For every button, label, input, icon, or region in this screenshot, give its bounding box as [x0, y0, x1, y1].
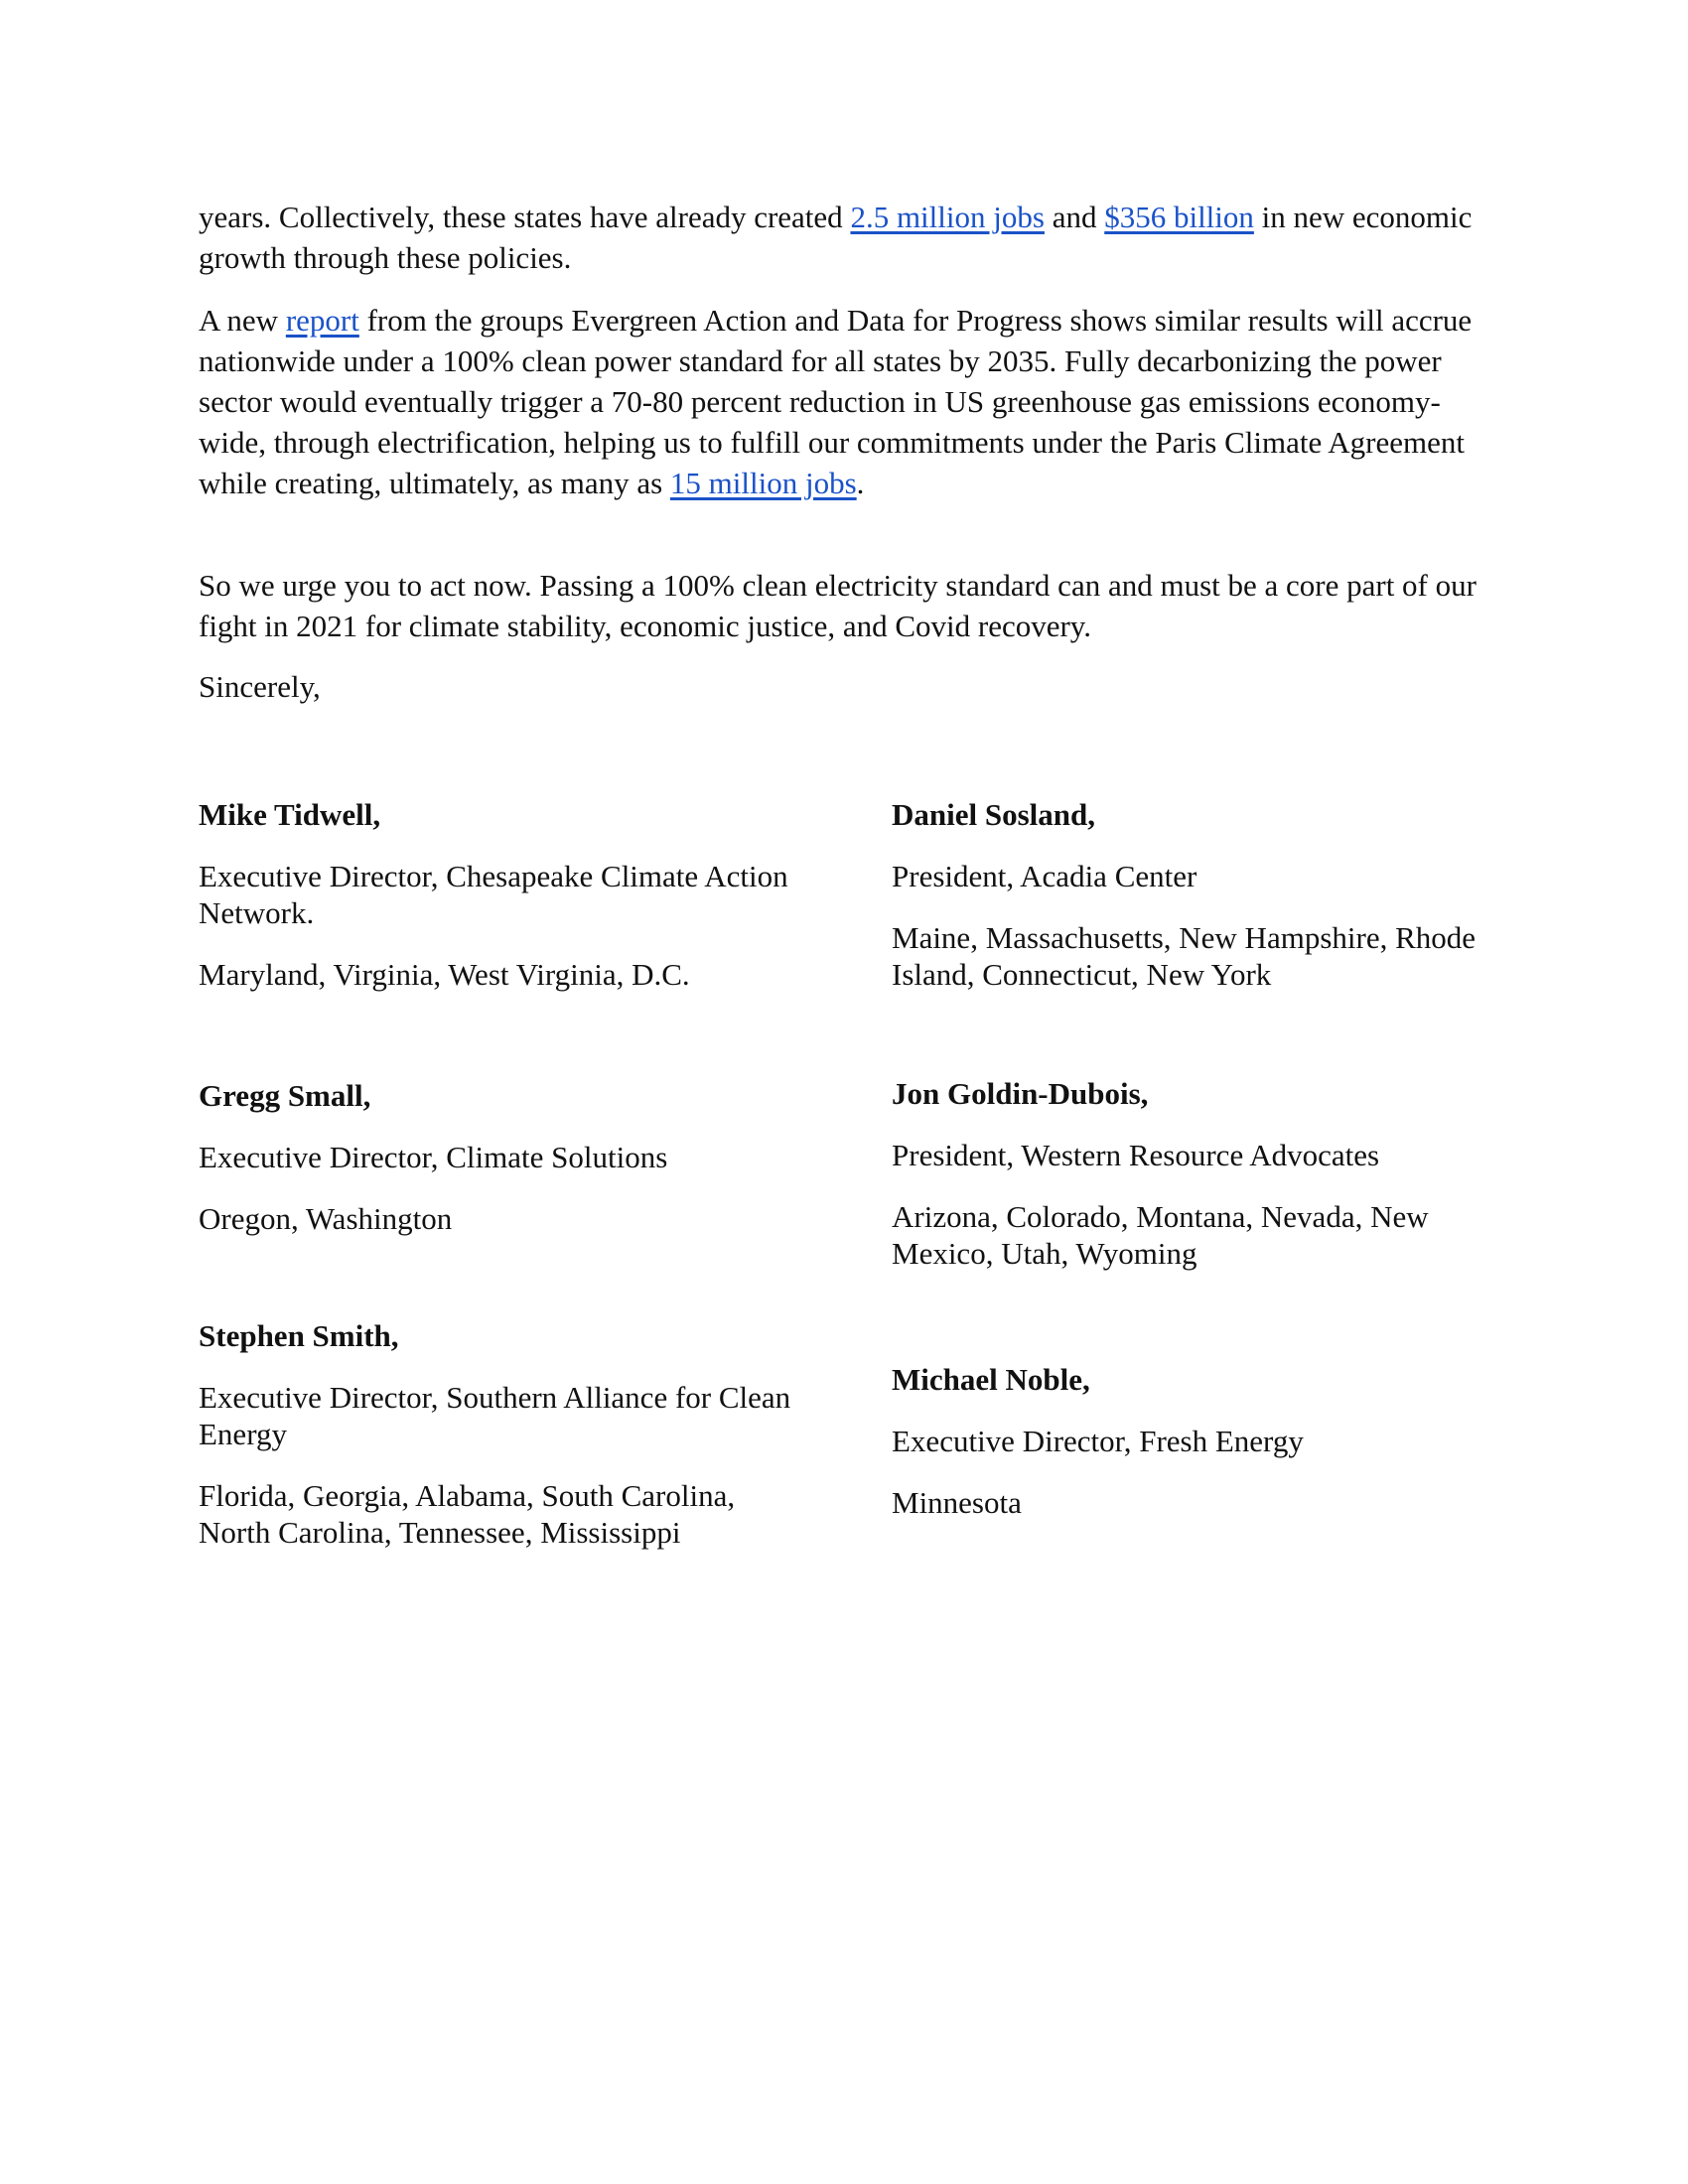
- signatory-region: Minnesota: [892, 1485, 1022, 1520]
- signature-block-jon-goldin-dubois: [892, 1075, 1507, 1272]
- signature-block-mike-tidwell: [199, 796, 814, 993]
- paragraph-text: from the groups Evergreen Action and Data for Progress shows similar results will accrue nationwide under a 100% clean power standard for all states by 2035. Fully decarbonizing the power sector would eventually trigger a 70-80 percent reduction in US greenhouse gas emissions economy-wide, through electrification, helping us to fulfill our commitments under the Paris Climate Agreement while creating, ultimately, as many as: [199, 303, 1473, 500]
- signature-block-michael-noble: [892, 1361, 1507, 1521]
- link-356-billion[interactable]: $356 billion: [1104, 200, 1254, 234]
- signatory-title: Executive Director, Fresh Energy: [892, 1424, 1304, 1458]
- signatory-name: Jon Goldin-Dubois,: [892, 1076, 1149, 1111]
- signature-block-gregg-small: [199, 1077, 814, 1237]
- signatory-title: Executive Director, Southern Alliance for Clean Energy: [199, 1380, 791, 1451]
- signatory-title: Executive Director, Chesapeake Climate Action Network.: [199, 859, 788, 930]
- signatory-region: Maryland, Virginia, West Virginia, D.C.: [199, 957, 690, 992]
- signatory-title: Executive Director, Climate Solutions: [199, 1140, 668, 1174]
- signature-block-daniel-sosland: [892, 796, 1507, 993]
- paragraph-text: in new economic growth through these policies.: [199, 200, 1473, 275]
- signatory-region: Florida, Georgia, Alabama, South Carolina, North Carolina, Tennessee, Mississippi: [199, 1478, 736, 1550]
- signature-block-stephen-smith: [199, 1317, 814, 1551]
- link-15-million-jobs[interactable]: 15 million jobs: [669, 466, 857, 500]
- signatory-name: Stephen Smith,: [199, 1318, 399, 1353]
- signatory-region: Oregon, Washington: [199, 1201, 453, 1236]
- paragraph-text: .: [856, 466, 865, 500]
- paragraph-text: years. Collectively, these states have already created: [199, 200, 851, 234]
- signatory-title: President, Western Resource Advocates: [892, 1138, 1380, 1172]
- paragraph-economic-growth: [199, 197, 1499, 278]
- signatory-name: Daniel Sosland,: [892, 797, 1096, 832]
- paragraph-call-to-action: So we urge you to act now. Passing a 100% clean electricity standard can and must be a core part of our fight in 2021 for climate stability, economic justice, and Covid recovery.: [199, 568, 1477, 643]
- paragraph-report: [199, 300, 1499, 503]
- paragraph-text: and: [1044, 200, 1105, 234]
- signatory-region: Maine, Massachusetts, New Hampshire, Rhode Island, Connecticut, New York: [892, 920, 1477, 992]
- signatory-region: Arizona, Colorado, Montana, Nevada, New Mexico, Utah, Wyoming: [892, 1199, 1429, 1271]
- link-2-5-million-jobs[interactable]: 2.5 million jobs: [850, 200, 1045, 234]
- signatory-name: Michael Noble,: [892, 1362, 1090, 1397]
- closing-salutation: Sincerely,: [199, 669, 321, 704]
- signatory-name: Gregg Small,: [199, 1078, 371, 1113]
- link-report[interactable]: report: [285, 303, 359, 338]
- signatory-name: Mike Tidwell,: [199, 797, 381, 832]
- paragraph-text: A new: [199, 303, 286, 338]
- signatory-title: President, Acadia Center: [892, 859, 1197, 893]
